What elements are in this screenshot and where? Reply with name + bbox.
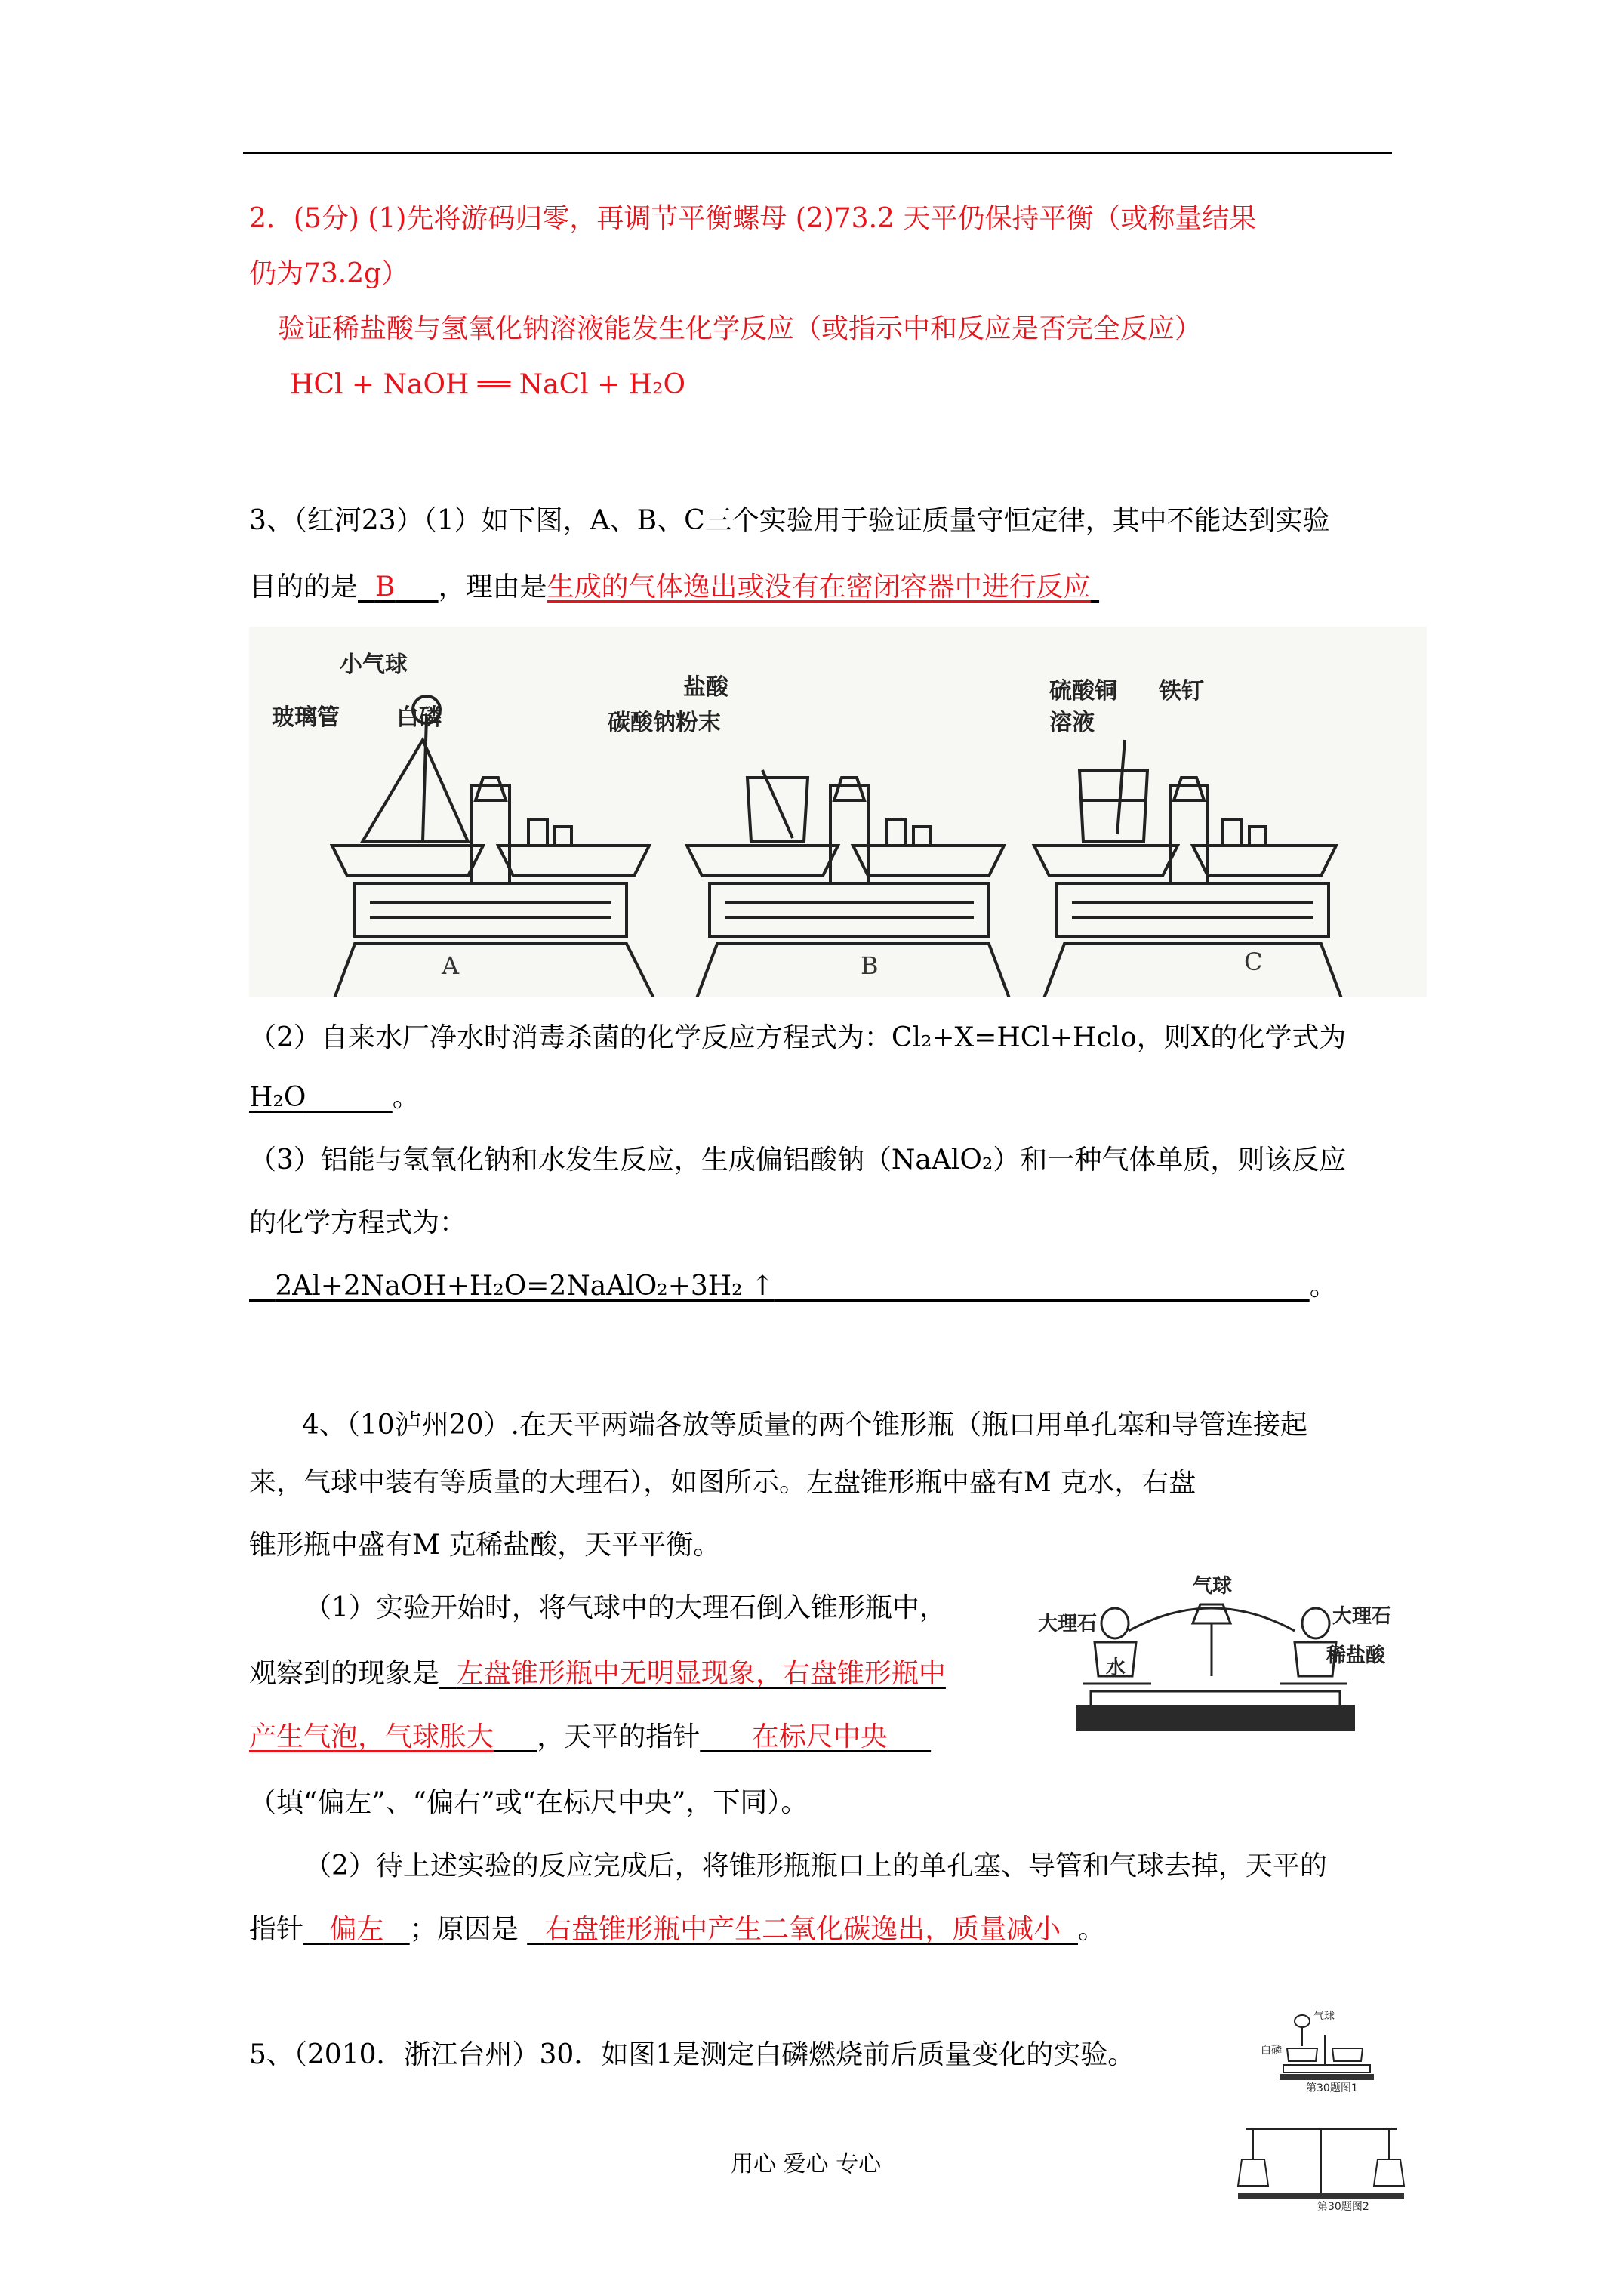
q3-balance-figure	[249, 627, 1427, 997]
q3-part3-line1: （3）铝能与氢氧化钠和水发生反应，生成偏铝酸钠（NaAlO₂）和一种气体单质，则该反应	[249, 1145, 1347, 1176]
q4-p1-note: （填“偏左”、“偏右”或“在标尺中央”，下同）。	[249, 1787, 808, 1818]
label-hydrochloric-acid: 盐酸	[683, 674, 728, 701]
q4-p1-line2: 观察到的现象是 左盘锥形瓶中无明显现象，右盘锥形瓶中	[249, 1658, 946, 1689]
label-copper-sulfate: 硫酸铜	[1049, 678, 1117, 704]
q4-p1-answer-b: 产生气泡，气球胀大	[249, 1721, 494, 1752]
caption-b: B	[861, 951, 879, 980]
q3-answer2: 生成的气体逸出或没有在密闭容器中进行反应	[547, 572, 1091, 603]
q4-p1-line1: （1）实验开始时，将气球中的大理石倒入锥形瓶中，	[304, 1592, 947, 1623]
q5-label-phosphorus: 白磷	[1261, 2045, 1282, 2057]
balance-a	[332, 696, 657, 997]
label-sodium-carbonate: 碳酸钠粉末	[608, 710, 721, 736]
q3-part2-answer-line: H₂O 。	[249, 1082, 420, 1113]
q4-label-balloon: 气球	[1193, 1575, 1233, 1598]
q4-p1-line3: 产生气泡，气球胀大 ，天平的指针 在标尺中央	[249, 1721, 931, 1754]
q2-line1: 2．(5分) (1)先将游码归零，再调节平衡螺母 (2)73.2 天平仍保持平衡（或称量结果	[249, 203, 1257, 234]
q5-figure-1	[1257, 2005, 1397, 2094]
q3-part3-answer: 2Al+2NaOH+H₂O=2NaAlO₂+3H₂ ↑	[275, 1271, 775, 1302]
q3-answer1: B	[374, 572, 396, 603]
q4-p1-answer2: 在标尺中央	[751, 1721, 888, 1752]
label-iron-nail: 铁钉	[1159, 678, 1204, 704]
balance-c	[1034, 740, 1344, 997]
caption-a: A	[442, 951, 460, 980]
q3-part2-answer: H₂O	[249, 1082, 306, 1113]
q4-label-dilute-hcl: 稀盐酸	[1326, 1644, 1386, 1667]
q4-label-marble-left: 大理石	[1038, 1613, 1098, 1635]
balance-b	[687, 770, 1012, 997]
q4-p2-line1: （2）待上述实验的反应完成后，将锥形瓶瓶口上的单孔塞、导管和气球去掉，天平的	[304, 1851, 1327, 1881]
q4-line2: 来，气球中装有等质量的大理石），如图所示。左盘锥形瓶中盛有M 克水，右盘	[249, 1467, 1196, 1498]
q3-part3-answer-line: 2Al+2NaOH+H₂O=2NaAlO₂+3H₂ ↑ 。	[249, 1270, 1337, 1303]
label-white-phosphorus: 白磷	[396, 704, 442, 731]
q4-figure	[1015, 1570, 1408, 1733]
q2-line3: 验证稀盐酸与氢氧化钠溶液能发生化学反应（或指示中和反应是否完全反应）	[278, 313, 1203, 344]
q5-figure-2	[1230, 2114, 1412, 2212]
caption-c: C	[1244, 948, 1263, 976]
q3-line2-mid: ，理由是	[438, 572, 547, 603]
header-rule	[243, 152, 1392, 154]
q4-p2-line2: 指针 偏左 ；原因是 右盘锥形瓶中产生二氧化碳逸出，质量减小 。	[249, 1914, 1105, 1945]
label-small-balloon: 小气球	[340, 652, 408, 678]
q4-p1-answer-a: 左盘锥形瓶中无明显现象，右盘锥形瓶中	[456, 1658, 946, 1689]
q3-part3-line2: 的化学方程式为：	[249, 1207, 467, 1238]
page-footer: 用心 爱心 专心	[731, 2151, 882, 2177]
q5-line1: 5、（2010．浙江台州）30．如图1是测定白磷燃烧前后质量变化的实验。	[249, 2039, 1135, 2070]
q4-line3: 锥形瓶中盛有M 克稀盐酸，天平平衡。	[249, 1530, 721, 1561]
q4-line1: 4、（10泸州20）.在天平两端各放等质量的两个锥形瓶（瓶口用单孔塞和导管连接起	[302, 1410, 1307, 1441]
q5-label-fig2: 第30题图2	[1317, 2201, 1369, 2213]
q3-line1: 3、（红河23）（1）如下图，A、B、C三个实验用于验证质量守恒定律，其中不能达到实验	[249, 505, 1330, 536]
q5-label-fig1: 第30题图1	[1306, 2082, 1358, 2094]
q4-label-water: 水	[1106, 1657, 1126, 1679]
q2-line2: 仍为73.2g）	[249, 258, 409, 289]
q2-equation: HCl + NaOH ══ NaCl + H₂O	[290, 369, 686, 400]
q4-p2-answer2: 右盘锥形瓶中产生二氧化碳逸出，质量减小	[544, 1914, 1061, 1945]
q5-figure-2-drawing	[1230, 2114, 1412, 2212]
q5-label-balloon: 气球	[1313, 2011, 1335, 2023]
label-solution: 溶液	[1049, 710, 1095, 736]
q4-label-marble-right: 大理石	[1332, 1605, 1392, 1628]
q4-p2-answer1: 偏左	[329, 1914, 384, 1945]
q3-line2-prefix: 目的的是	[249, 572, 359, 603]
q3-part2: （2）自来水厂净水时消毒杀菌的化学反应方程式为：Cl₂+X=HCl+Hclo，则X的化学式为	[249, 1022, 1347, 1053]
q3-line2	[249, 571, 1099, 604]
label-glass-tube: 玻璃管	[272, 704, 340, 731]
balance-drawings	[249, 627, 1427, 997]
